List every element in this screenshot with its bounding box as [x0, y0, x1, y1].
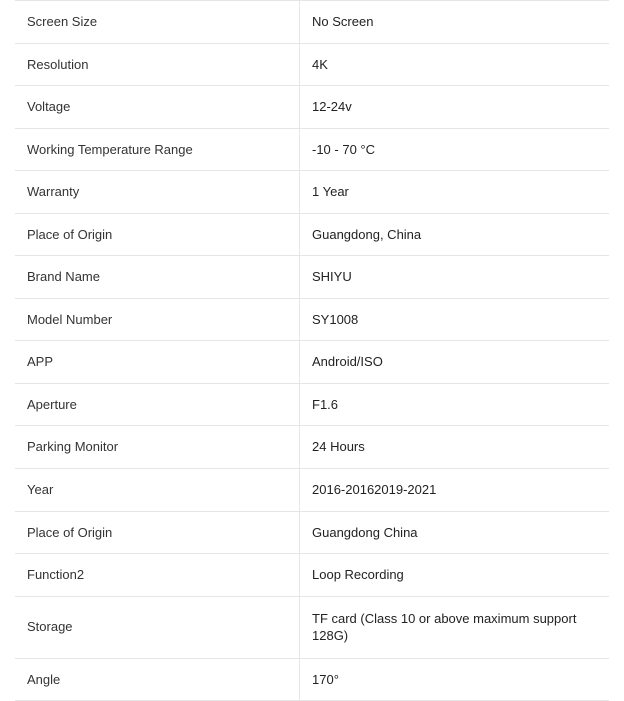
table-row: [15, 554, 609, 597]
spec-value: 1 Year: [312, 184, 349, 200]
table-row: [15, 256, 609, 299]
table-row: [15, 596, 609, 658]
spec-value: No Screen: [312, 14, 374, 29]
table-row: [15, 658, 609, 701]
table-row: [15, 469, 609, 512]
spec-key: Resolution: [15, 43, 300, 86]
spec-value: Guangdong, China: [312, 226, 422, 242]
spec-key: Model Number: [15, 298, 300, 341]
spec-key: Function2: [15, 554, 300, 597]
table-row: [15, 128, 609, 171]
spec-key: Working Temperature Range: [15, 128, 300, 171]
spec-key: Warranty: [15, 171, 300, 214]
spec-value: 24 Hours: [312, 439, 365, 455]
spec-key: Place of Origin: [15, 213, 300, 256]
spec-key: Voltage: [15, 86, 300, 129]
spec-value: 4K: [312, 56, 328, 72]
table-row: [15, 171, 609, 214]
spec-value: 2016-20162019-2021: [312, 482, 437, 498]
table-row: [15, 298, 609, 341]
table-row: [15, 1, 609, 44]
spec-key: Aperture: [15, 383, 300, 426]
spec-value: SY1008: [312, 311, 359, 327]
spec-value: 170°: [312, 671, 339, 687]
table-row: [15, 213, 609, 256]
spec-value: Loop Recording: [312, 567, 404, 583]
spec-value: F1.6: [312, 396, 339, 412]
spec-key: Parking Monitor: [15, 426, 300, 469]
spec-key: Screen Size: [15, 1, 300, 44]
spec-value: SHIYU: [312, 269, 352, 285]
table-row: [15, 426, 609, 469]
spec-key: Angle: [15, 658, 300, 701]
spec-key: Year: [15, 469, 300, 512]
spec-value: Guangdong China: [312, 524, 418, 540]
table-row: [15, 341, 609, 384]
table-row: [15, 43, 609, 86]
spec-key: APP: [15, 341, 300, 384]
product-specifications-table: [15, 0, 609, 701]
spec-value: 12-24v: [312, 99, 352, 115]
table-row: [15, 86, 609, 129]
table-row: [15, 383, 609, 426]
spec-value: -10 - 70 °C: [312, 141, 376, 157]
spec-key: Brand Name: [15, 256, 300, 299]
table-row: [15, 511, 609, 554]
table-body: [15, 1, 609, 701]
spec-value: TF card (Class 10 or above maximum support 128G): [312, 610, 577, 644]
spec-value: Android/ISO: [312, 354, 383, 370]
spec-key: Place of Origin: [15, 511, 300, 554]
spec-key: Storage: [15, 596, 300, 658]
